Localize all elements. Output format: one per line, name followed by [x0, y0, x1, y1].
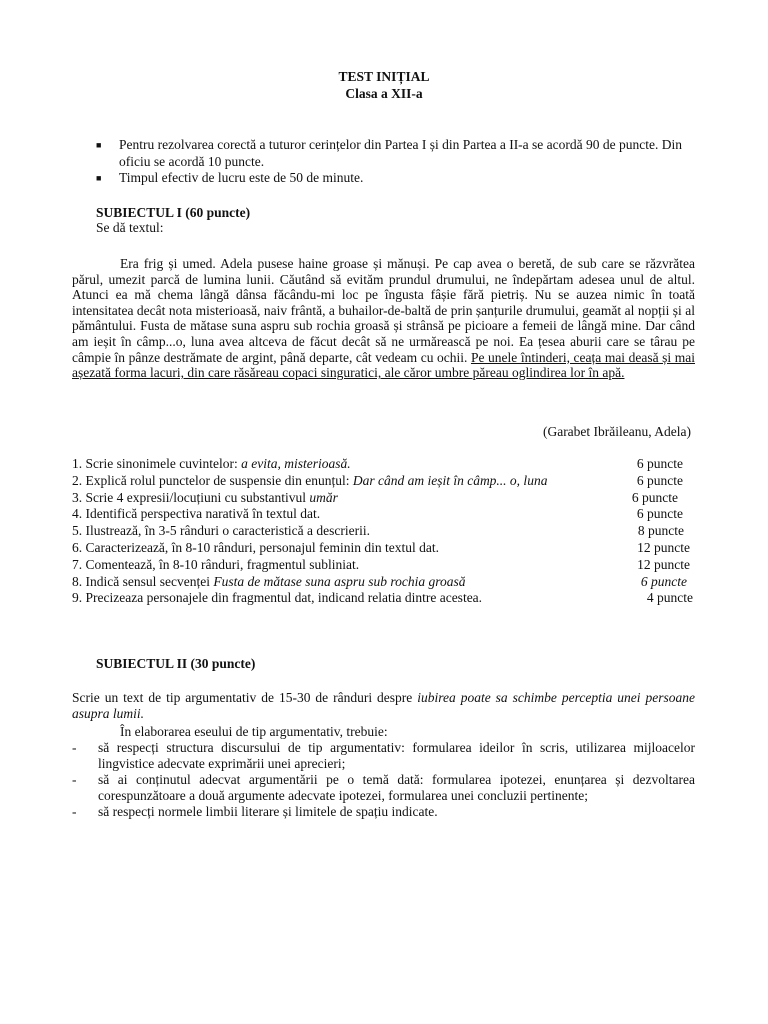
- passage-source: (Garabet Ibrăileanu, Adela): [542, 424, 691, 439]
- subject2-heading: SUBIECTUL II (30 puncte): [96, 656, 256, 671]
- subject1-heading: SUBIECTUL I (60 puncte): [96, 205, 251, 220]
- page-title: TEST INIȚIAL: [338, 69, 430, 84]
- question-item: 4. Identifică perspectiva narativă în textul dat. 6 puncte: [72, 506, 683, 522]
- question-item: 7. Comentează, în 8-10 rânduri, fragmentul subliniat. 12 puncte: [72, 556, 690, 572]
- instructions-list: [96, 137, 696, 187]
- square-bullet-icon: ■: [96, 140, 102, 150]
- question-points: 12 puncte: [637, 539, 690, 555]
- question-points: 6 puncte: [631, 489, 678, 505]
- literary-passage: [72, 256, 695, 381]
- requirement-item: - să respecți normele limbii literare și limitele de spațiu indicate.: [72, 804, 438, 819]
- question-item: 1. Scrie sinonimele cuvintelor: a evita, misterioasă. 6 puncte: [72, 456, 683, 471]
- question-item: 2. Explică rolul punctelor de suspensie din enunțul: Dar când am ieșit în câmp... o, luna 6 puncte: [72, 472, 683, 488]
- question-item: 5. Ilustrează, în 3-5 rânduri o caracteristică a descrierii. 8 puncte: [72, 523, 684, 539]
- question-points: 6 puncte: [636, 506, 683, 522]
- question-points: 6 puncte: [636, 456, 683, 471]
- essay-topic: iubirea poate sa schimbe perceptia unei persoane asupra lumii.: [72, 690, 695, 721]
- question-points: 6 puncte: [640, 573, 687, 589]
- instruction-item: ■ Pentru rezolvarea corectă a tuturor cerințelor din Partea I și din Partea a II-a se acordă 90 de puncte. Din oficiu se acordă 10 puncte.: [96, 137, 682, 169]
- question-points: 12 puncte: [637, 556, 690, 572]
- dash-bullet: -: [72, 740, 77, 755]
- subject2-task: Scrie un text de tip argumentativ de 15-30 de rânduri despre iubirea poate sa schimbe perceptia unei persoane asupra lumii.: [72, 690, 695, 721]
- question-item: 3. Scrie 4 expresii/locuțiuni cu substantivul umăr 6 puncte: [72, 489, 678, 505]
- requirement-item: - să ai conținutul adecvat argumentării pe o temă dată: formularea ipotezei, enunțarea și dezvoltarea corespunzătoare a două argumente adecvate ipotezei, formularea unei concluzii pertinente;: [72, 772, 695, 803]
- page-subtitle: Clasa a XII-a: [345, 86, 423, 101]
- dash-bullet: -: [72, 804, 77, 819]
- passage-underlined-fragment: Pe unele întinderi, ceața mai deasă și mai așezată forma lacuri, din care răsăreau copaci singuratici, ale căror umbre păreau oglindirea lor în apă.: [72, 349, 695, 381]
- question-item: 8. Indică sensul secvenței Fusta de mătase suna aspru sub rochia groasă 6 puncte: [72, 573, 687, 589]
- question-points: 8 puncte: [637, 523, 684, 539]
- square-bullet-icon: ■: [96, 173, 102, 183]
- subject1-intro: Se dă textul:: [96, 220, 164, 235]
- subject1-questions: [72, 456, 695, 607]
- dash-bullet: -: [72, 772, 77, 787]
- question-item: 9. Precizeaza personajele din fragmentul dat, indicand relatia dintre acestea. 4 puncte: [72, 590, 693, 606]
- question-points: 6 puncte: [636, 472, 683, 488]
- requirements-lead: În elaborarea eseului de tip argumentativ, trebuie:: [120, 724, 388, 739]
- question-points: 4 puncte: [646, 590, 693, 606]
- instruction-item: ■ Timpul efectiv de lucru este de 50 de minute.: [96, 170, 364, 185]
- requirement-item: - să respecți structura discursului de tip argumentativ: formularea ideilor în scris, utilizarea mijloacelor lingvistice adecvate exprimării unei aprecieri;: [72, 740, 695, 771]
- essay-requirements: [72, 724, 695, 820]
- question-item: 6. Caracterizează, în 8-10 rânduri, personajul feminin din textul dat. 12 puncte: [72, 539, 690, 555]
- passage-text: Era frig și umed. Adela pusese haine groase și mănuși. Pe cap avea o beretă, de sub care se răzvrătea părul, umezit parcă de lumina lunii. Căutând să evităm prundul drumului, ne îndepărtam adesea unul de altul. Atunci ea mă chema lângă dânsa făcându-mi loc pe îngusta fâșie fără pietriș. Nu se auzea nimic în toată intensitatea decât nota misterioasă, naiv frântă, a buhailor-de-baltă de prin șanțurile drumului, geamăt al nopții și al pământului. Fusta de mătase suna aspru sub rochia groasă și strânsă pe picioare a femeii de lângă mine. Dar când am ieșit în câmp...o, luna avea altceva de făcut decât să ne urmărească pe noi. Ea țesea aburii care se târau pe câmpie în pânze destrămate de argint, până departe, cât vedeam cu ochii.: [72, 256, 695, 365]
